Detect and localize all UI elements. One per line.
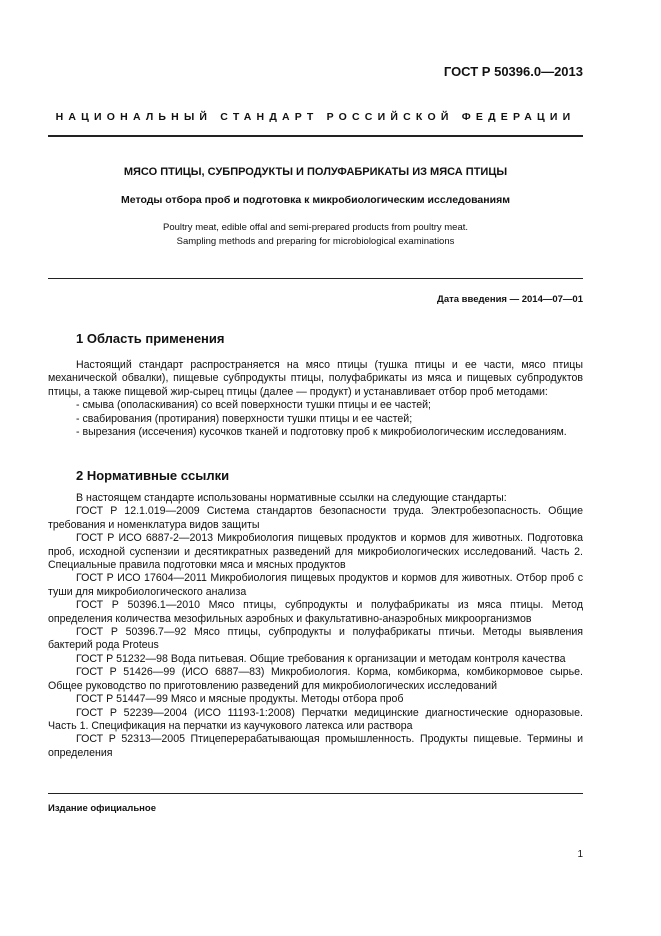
english-title-line-1: Poultry meat, edible offal and semi-prepared products from poultry meat. <box>162 222 469 233</box>
document-number: ГОСТ Р 50396.0—2013 <box>443 64 583 79</box>
list-item: - смыва (ополаскивания) со всей поверхности тушки птицы и ее частей; <box>76 399 431 412</box>
reference-item: ГОСТ Р 12.1.019—2009 Система стандартов безопасности труда. Электробезопасность. Общие требования и номенклатура видов защиты <box>48 505 583 531</box>
header-divider <box>48 135 583 137</box>
official-edition-label: Издание официальное <box>48 803 156 814</box>
reference-item: ГОСТ Р 51447—99 Мясо и мясные продукты. Методы отбора проб <box>76 693 404 706</box>
section-1-body <box>48 359 583 439</box>
national-standard-label: НАЦИОНАЛЬНЫЙ СТАНДАРТ РОССИЙСКОЙ ФЕДЕРАЦИИ <box>55 111 576 123</box>
reference-item: ГОСТ Р 50396.7—92 Мясо птицы, субпродукты и полуфабрикаты птичьи. Методы выявления бактерий рода Proteus <box>48 626 583 652</box>
section-2-body <box>48 492 583 760</box>
document-subtitle: Методы отбора проб и подготовка к микробиологическим исследованиям <box>121 194 510 206</box>
reference-item: ГОСТ Р 51426—99 (ИСО 6887—83) Микробиология. Корма, комбикорма, комбикормовое сырье. Общее руководство по приготовлению разведений для микробиологических исследований <box>48 666 583 692</box>
reference-item: ГОСТ Р ИСО 6887-2—2013 Микробиология пищевых продуктов и кормов для животных. Подготовка проб, исходной суспензии и десятикратных разведений для микробиологических исследований. Часть 2. Специальные правила подготовки мяса и мясных продуктов <box>48 532 583 572</box>
footer-divider <box>48 793 583 794</box>
section-2-heading: 2 Нормативные ссылки <box>76 468 230 483</box>
reference-item: ГОСТ Р 52239—2004 (ИСО 11193-1:2008) Перчатки медицинские диагностические одноразовые. Часть 1. Спецификация на перчатки из каучукового латекса или раствора <box>48 706 583 732</box>
reference-item: ГОСТ Р ИСО 17604—2011 Микробиология пищевых продуктов и кормов для животных. Отбор проб с туши для микробиологического анализа <box>48 572 583 598</box>
reference-item: ГОСТ Р 51232—98 Вода питьевая. Общие требования к организации и методам контроля качества <box>76 652 566 665</box>
english-title-line-2: Sampling methods and preparing for microbiological examinations <box>176 236 455 247</box>
section-1-heading: 1 Область применения <box>76 331 225 346</box>
reference-item: ГОСТ Р 52313—2005 Птицеперерабатывающая промышленность. Продукты пищевые. Термины и определения <box>48 733 583 759</box>
page-number: 1 <box>577 849 583 860</box>
introduction-date: Дата введения — 2014—07—01 <box>437 294 583 305</box>
list-item: - вырезания (иссечения) кусочков тканей и подготовку проб к микробиологическим исследованиям. <box>76 426 567 439</box>
section-2-intro: В настоящем стандарте использованы нормативные ссылки на следующие стандарты: <box>76 492 507 504</box>
document-title: МЯСО ПТИЦЫ, СУБПРОДУКТЫ И ПОЛУФАБРИКАТЫ ИЗ МЯСА ПТИЦЫ <box>123 166 508 178</box>
section-1-paragraph: Настоящий стандарт распространяется на мясо птицы (тушка птицы и ее части, мясо птицы механической обвалки), пищевые субпродукты птицы, полуфабрикаты из мяса и пищевых субпродуктов птицы, а также пищевой жир-сырец птицы (далее — продукт) и устанавливает отбор проб методами: <box>48 359 583 398</box>
title-divider <box>48 278 583 279</box>
reference-item: ГОСТ Р 50396.1—2010 Мясо птицы, субпродукты и полуфабрикаты из мяса птицы. Метод определения количества мезофильных аэробных и факультативно-анаэробных микроорганизмов <box>48 599 583 625</box>
list-item: - свабирования (протирания) поверхности тушки птицы и ее частей; <box>76 412 413 425</box>
